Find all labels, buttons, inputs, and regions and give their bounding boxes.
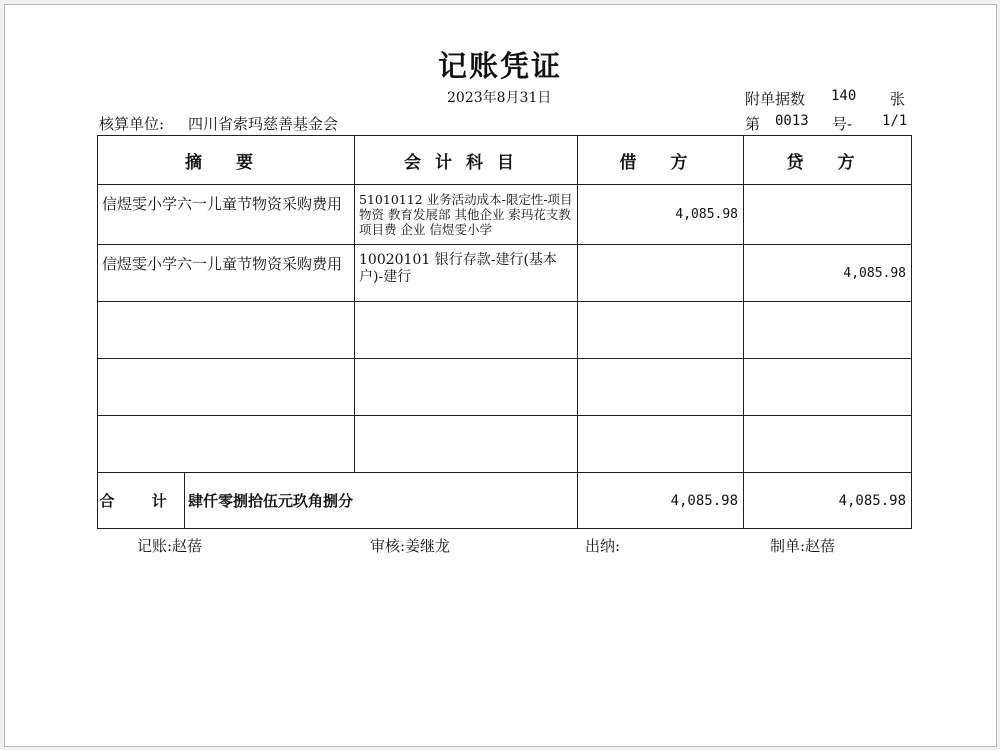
summary-header: 摘 要 <box>98 136 355 185</box>
accounting-unit-name: 四川省索玛慈善基金会 <box>188 115 339 133</box>
voucher-title: 记账凭证 <box>437 49 562 83</box>
voucher-no-suffix: 号- <box>832 115 853 133</box>
total-label: 合 计 <box>98 473 185 529</box>
cashier-signature: 出纳: <box>585 537 621 555</box>
voucher-number: 0013 <box>775 113 809 129</box>
entry-debit <box>578 245 744 302</box>
entry-account: 51010112 业务活动成本-限定性-项目物资 教育发展部 其他企业 索玛花支教 项目费 企业 信煜雯小学 <box>355 185 578 245</box>
empty-cell <box>98 359 355 416</box>
empty-cell <box>578 416 744 473</box>
empty-row <box>98 359 912 416</box>
voucher-table <box>97 135 912 529</box>
total-debit: 4,085.98 <box>578 473 744 529</box>
empty-cell <box>578 359 744 416</box>
empty-cell <box>355 359 578 416</box>
voucher-no-prefix: 第 <box>745 115 761 133</box>
entry-summary: 信煜雯小学六一儿童节物资采购费用 <box>98 245 355 302</box>
header-row <box>98 136 912 185</box>
entry-credit: 4,085.98 <box>744 245 912 302</box>
voucher-date: 2023年8月31日 <box>447 90 552 106</box>
total-credit: 4,085.98 <box>744 473 912 529</box>
empty-cell <box>355 416 578 473</box>
empty-row <box>98 416 912 473</box>
entry-summary: 信煜雯小学六一儿童节物资采购费用 <box>98 185 355 245</box>
credit-header: 贷 方 <box>744 136 912 185</box>
empty-cell <box>98 416 355 473</box>
table-row <box>98 245 912 302</box>
total-row <box>98 473 912 529</box>
empty-row <box>98 302 912 359</box>
entry-debit: 4,085.98 <box>578 185 744 245</box>
empty-cell <box>744 416 912 473</box>
accounting-unit-label: 核算单位: <box>99 115 165 133</box>
empty-cell <box>744 359 912 416</box>
reviewer-signature: 审核:姜继龙 <box>370 537 451 555</box>
total-amount-words: 肆仟零捌拾伍元玖角捌分 <box>185 473 578 529</box>
preparer-signature: 制单:赵蓓 <box>770 537 836 555</box>
attachments-label: 附单据数 <box>745 90 806 108</box>
account-header: 会计科目 <box>355 136 578 185</box>
bookkeeper-signature: 记账:赵蓓 <box>137 537 203 555</box>
empty-cell <box>744 302 912 359</box>
table-row <box>98 185 912 245</box>
empty-cell <box>355 302 578 359</box>
attachments-unit: 张 <box>890 90 906 108</box>
debit-header: 借 方 <box>578 136 744 185</box>
voucher-page: 1/1 <box>882 113 908 129</box>
empty-cell <box>98 302 355 359</box>
entry-credit <box>744 185 912 245</box>
attachments-count: 140 <box>831 88 857 104</box>
entry-account: 10020101 银行存款-建行(基本户)-建行 <box>355 245 578 302</box>
empty-cell <box>578 302 744 359</box>
